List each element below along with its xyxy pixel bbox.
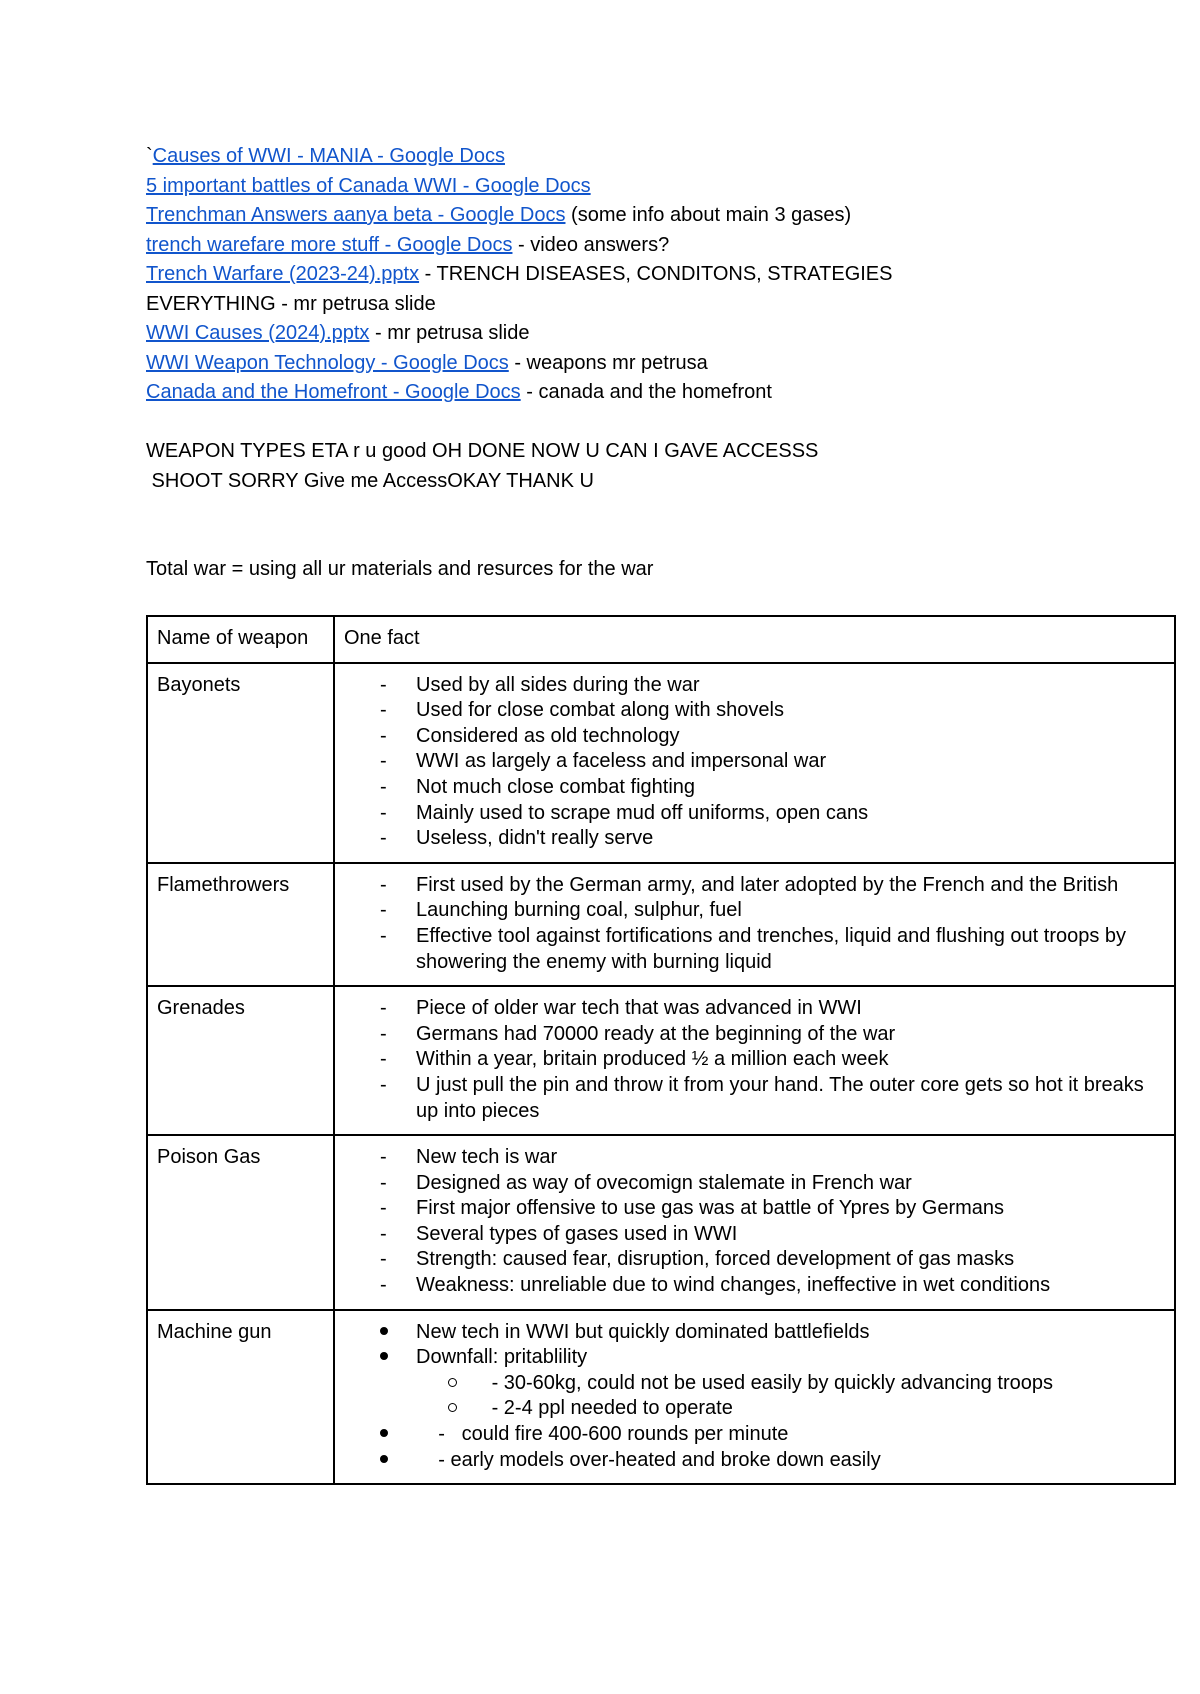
table-row — [147, 986, 1175, 1135]
list-item — [344, 749, 1165, 775]
list-item — [344, 1448, 1165, 1474]
dash-bullet: - — [380, 1073, 387, 1096]
fact-text: Germans had 70000 ready at the beginning of the war — [416, 1022, 896, 1045]
dash-bullet: - — [380, 1274, 387, 1297]
dash-bullet: - — [380, 775, 387, 798]
list-item — [344, 1222, 1165, 1248]
dash-bullet: - — [380, 1248, 387, 1271]
bullet-dot-icon — [380, 1320, 388, 1346]
fact-text: Used for close combat along with shovels — [416, 699, 784, 722]
dash-bullet: - — [380, 924, 387, 947]
dash-bullet: - — [380, 1022, 387, 1045]
list-item — [344, 1196, 1165, 1222]
fact-text: Mainly used to scrape mud off uniforms, open cans — [416, 801, 869, 824]
doc-link[interactable]: WWI Weapon Technology - Google Docs — [146, 351, 509, 374]
ring-icon — [448, 1378, 457, 1387]
dot-icon — [380, 1455, 388, 1463]
doc-link[interactable]: Trenchman Answers aanya beta - Google Docs — [146, 204, 566, 226]
link-line — [146, 378, 1176, 408]
link-line — [146, 172, 1176, 202]
weapon-facts-cell — [334, 1135, 1175, 1310]
list-item — [344, 1171, 1165, 1197]
link-line — [146, 201, 1176, 231]
dash-bullet: - — [380, 1048, 387, 1071]
document-body — [146, 142, 1176, 585]
link-note: - canada and the homefront — [520, 381, 772, 403]
continued-line: EVERYTHING - mr petrusa slide — [146, 292, 436, 315]
dash-bullet: - — [380, 699, 387, 722]
list-item — [344, 1396, 1165, 1422]
fact-text: Launching burning coal, sulphur, fuel — [416, 899, 742, 922]
fact-list — [344, 673, 1165, 852]
doc-link[interactable]: Canada and the Homefront - Google Docs — [146, 381, 521, 403]
ring-icon — [448, 1403, 457, 1412]
list-item — [344, 724, 1165, 750]
dash-bullet: - — [380, 750, 387, 773]
list-item — [344, 1422, 1165, 1448]
fact-text: Several types of gases used in WWI — [416, 1222, 738, 1245]
dot-icon — [380, 1327, 388, 1335]
dash-bullet: - — [380, 724, 387, 747]
doc-link[interactable]: WWI Causes (2024).pptx — [146, 322, 370, 344]
list-item — [344, 1047, 1165, 1073]
link-list-2 — [146, 319, 1176, 408]
dash-bullet: - — [380, 801, 387, 824]
weapons-table — [146, 615, 1176, 1485]
doc-link[interactable]: 5 important battles of Canada WWI - Google Docs — [146, 174, 591, 197]
weapon-name-cell: Machine gun — [147, 1310, 334, 1485]
table-row — [147, 1310, 1175, 1485]
list-item — [344, 1273, 1165, 1299]
list-item — [344, 1073, 1165, 1124]
list-item — [344, 1371, 1165, 1397]
fact-text: Useless, didn't really serve — [416, 827, 654, 850]
link-line — [146, 349, 1176, 379]
chat-line-2: SHOOT SORRY Give me AccessOKAY THANK U — [146, 469, 594, 492]
list-item — [344, 1022, 1165, 1048]
doc-link[interactable]: Causes of WWI - MANIA - Google Docs — [152, 145, 505, 167]
table-row — [147, 663, 1175, 863]
fact-text: - 30-60kg, could not be used easily by quickly advancing troops — [486, 1371, 1054, 1394]
fact-text: - 2-4 ppl needed to operate — [486, 1397, 733, 1420]
list-item — [344, 1247, 1165, 1273]
dash-bullet: - — [380, 1222, 387, 1245]
list-item — [344, 996, 1165, 1022]
dash-bullet: - — [380, 673, 387, 696]
header-one-fact: One fact — [334, 616, 1175, 663]
table-header-row — [147, 616, 1175, 663]
list-item — [344, 775, 1165, 801]
weapon-facts-cell — [334, 663, 1175, 863]
link-line — [146, 319, 1176, 349]
fact-text: Used by all sides during the war — [416, 673, 700, 696]
bullet-ring-icon — [448, 1371, 457, 1397]
dot-icon — [380, 1352, 388, 1360]
list-item — [344, 801, 1165, 827]
table-row — [147, 1135, 1175, 1310]
weapon-name-cell: Bayonets — [147, 663, 334, 863]
fact-text: Piece of older war tech that was advanced in WWI — [416, 997, 862, 1020]
fact-list — [344, 1145, 1165, 1299]
weapon-name-cell: Grenades — [147, 986, 334, 1135]
dash-bullet: - — [380, 899, 387, 922]
fact-text: - could fire 400-600 rounds per minute — [416, 1423, 789, 1446]
list-item — [344, 1320, 1165, 1346]
bullet-ring-icon — [448, 1396, 457, 1422]
link-prefix: ` — [146, 145, 153, 167]
fact-text: WWI as largely a faceless and impersonal war — [416, 750, 827, 773]
header-weapon-name: Name of weapon — [147, 616, 334, 663]
link-line — [146, 231, 1176, 261]
table-row — [147, 863, 1175, 986]
list-item — [344, 873, 1165, 899]
bullet-dot-icon — [380, 1345, 388, 1371]
dash-bullet: - — [380, 873, 387, 896]
fact-text: - early models over-heated and broke down easily — [416, 1448, 881, 1471]
link-list — [146, 142, 1176, 290]
chat-line-1: WEAPON TYPES ETA r u good OH DONE NOW U CAN I GAVE ACCESSS — [146, 440, 819, 462]
link-note: - weapons mr petrusa — [508, 351, 708, 374]
fact-text: U just pull the pin and throw it from your hand. The outer core gets so hot it breaks up into pieces — [416, 1073, 1150, 1122]
dot-icon — [380, 1429, 388, 1437]
dash-bullet: - — [380, 827, 387, 850]
fact-list — [344, 873, 1165, 975]
link-note: (some info about main 3 gases) — [565, 204, 852, 226]
link-note: - video answers? — [512, 233, 670, 256]
link-line — [146, 260, 1176, 290]
weapon-facts-cell — [334, 863, 1175, 986]
weapon-name-cell: Flamethrowers — [147, 863, 334, 986]
fact-text: First used by the German army, and later adopted by the French and the British — [416, 873, 1119, 896]
list-item — [344, 673, 1165, 699]
fact-text: Effective tool against fortifications and trenches, liquid and flushing out troops by showering the enemy with burning liquid — [416, 924, 1132, 973]
fact-text: New tech is war — [416, 1146, 558, 1169]
weapon-facts-cell — [334, 1310, 1175, 1485]
fact-list — [344, 996, 1165, 1124]
fact-text: Within a year, britain produced ½ a million each week — [416, 1048, 889, 1071]
fact-text: Weakness: unreliable due to wind changes, ineffective in wet conditions — [416, 1274, 1051, 1297]
fact-list — [344, 1320, 1165, 1474]
list-item — [344, 826, 1165, 852]
weapon-facts-cell — [334, 986, 1175, 1135]
link-line — [146, 142, 1176, 172]
list-item — [344, 698, 1165, 724]
fact-text: Downfall: pritablility — [416, 1346, 588, 1369]
list-item — [344, 1145, 1165, 1171]
bullet-dot-icon — [380, 1448, 388, 1474]
list-item — [344, 898, 1165, 924]
dash-bullet: - — [380, 1197, 387, 1220]
dash-bullet: - — [380, 1171, 387, 1194]
fact-text: Strength: caused fear, disruption, forced development of gas masks — [416, 1248, 1015, 1271]
link-note: - mr petrusa slide — [369, 322, 530, 344]
list-item — [344, 1345, 1165, 1371]
weapon-name-cell: Poison Gas — [147, 1135, 334, 1310]
doc-link[interactable]: Trench Warfare (2023-24).pptx — [146, 263, 420, 285]
doc-link[interactable]: trench warefare more stuff - Google Docs — [146, 233, 513, 256]
fact-text: Considered as old technology — [416, 724, 680, 747]
bullet-dot-icon — [380, 1422, 388, 1448]
link-note: - TRENCH DISEASES, CONDITONS, STRATEGIES — [419, 263, 893, 285]
fact-text: Not much close combat fighting — [416, 775, 696, 798]
dash-bullet: - — [380, 997, 387, 1020]
fact-text: New tech in WWI but quickly dominated battlefields — [416, 1320, 870, 1343]
fact-text: Designed as way of ovecomign stalemate in French war — [416, 1171, 912, 1194]
total-war-definition: Total war = using all ur materials and resurces for the war — [146, 558, 654, 580]
dash-bullet: - — [380, 1146, 387, 1169]
fact-text: First major offensive to use gas was at battle of Ypres by Germans — [416, 1197, 1005, 1220]
list-item — [344, 924, 1165, 975]
